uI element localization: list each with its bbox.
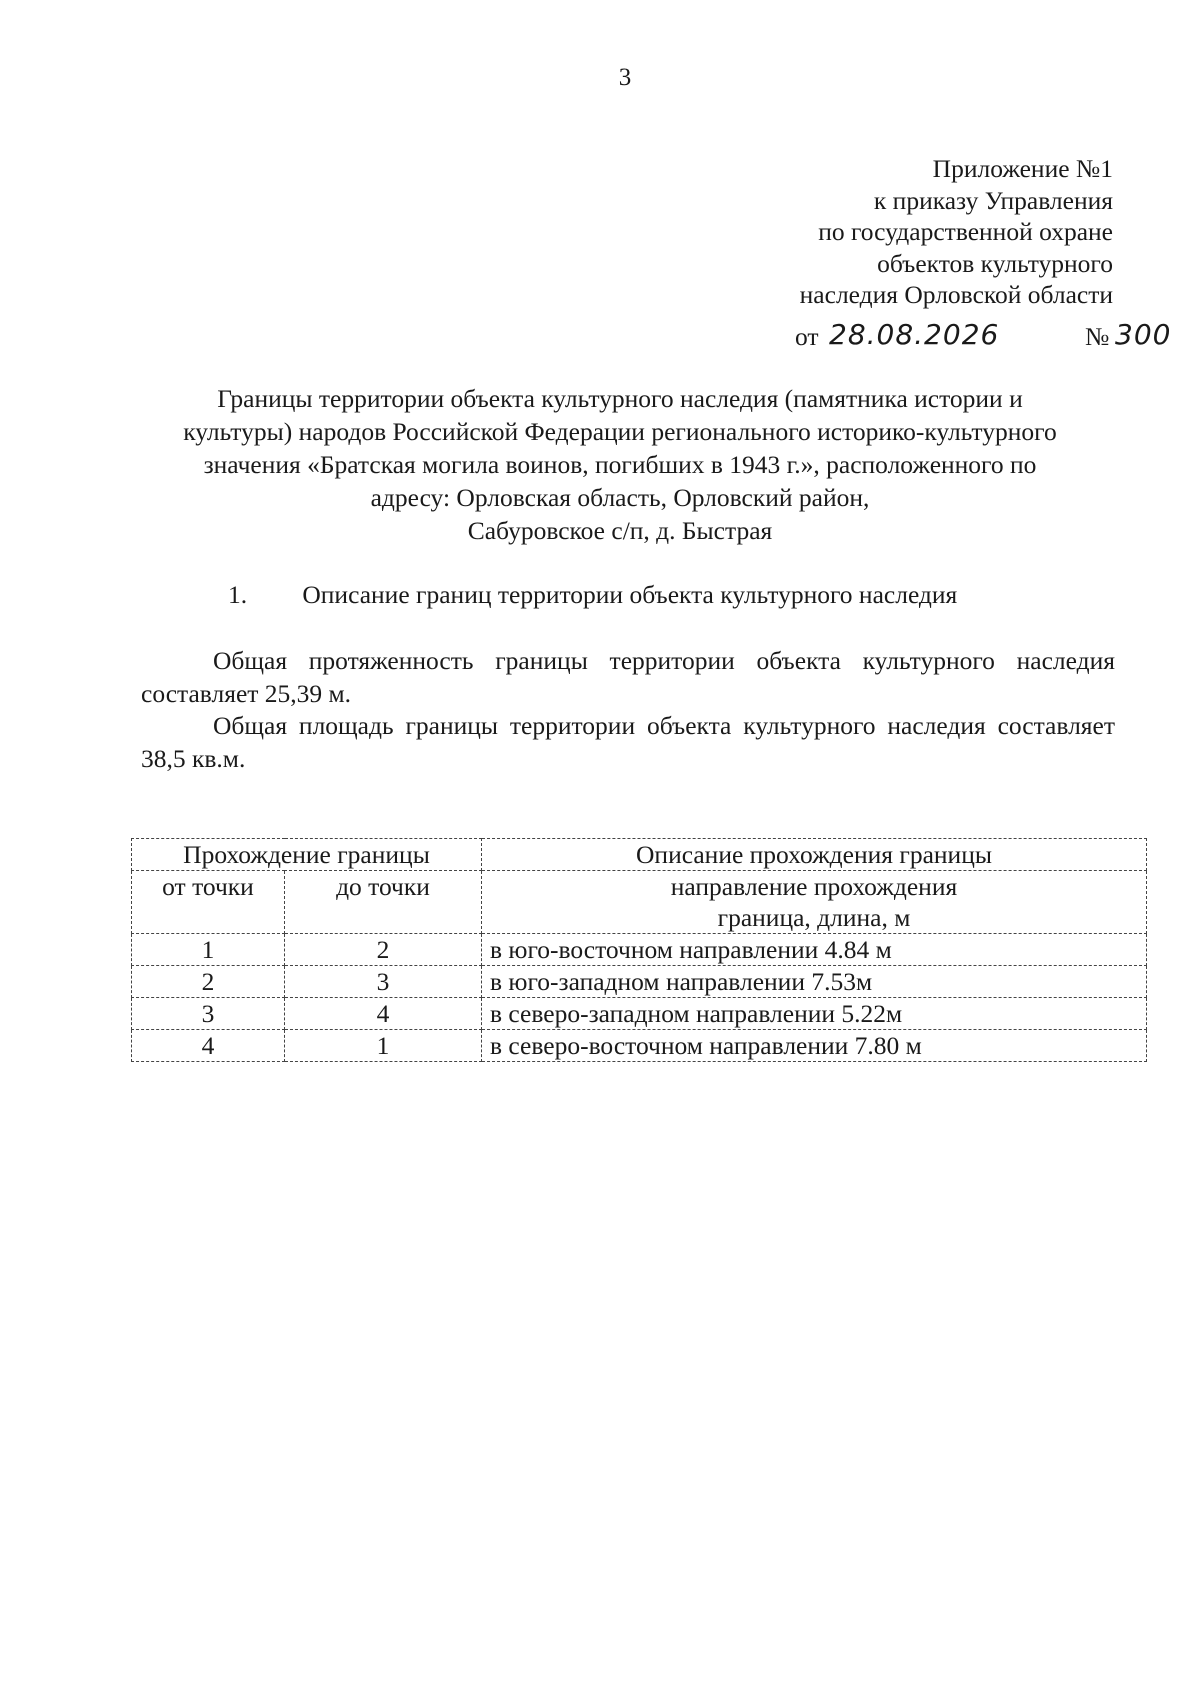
- table-row: [132, 1030, 1147, 1062]
- title-line: значения «Братская могила воинов, погибших в 1943 г.», расположенного по: [203, 450, 1037, 479]
- title-line: культуры) народов Российской Федерации регионального историко-культурного: [183, 417, 1057, 446]
- cell-to: 3: [285, 966, 482, 998]
- order-date-handwritten: 28.08.2026: [829, 318, 1000, 351]
- document-title: [120, 382, 1120, 547]
- table-subheader-row: [132, 871, 1147, 934]
- order-number-handwritten: 300: [1115, 318, 1172, 351]
- cell-description: в юго-восточном направлении 4.84 м: [482, 934, 1147, 966]
- cell-to: 1: [285, 1030, 482, 1062]
- section-number: 1.: [228, 580, 248, 609]
- order-date-line: [795, 318, 1170, 356]
- header-direction-length: направление прохождения граница, длина, м: [482, 871, 1147, 934]
- cell-from: 3: [132, 998, 285, 1030]
- cell-to: 2: [285, 934, 482, 966]
- boundary-table: [131, 838, 1147, 1062]
- cell-from: 2: [132, 966, 285, 998]
- appendix-line: наследия Орловской области: [799, 280, 1113, 309]
- number-label: №: [1085, 322, 1110, 351]
- table-row: [132, 934, 1147, 966]
- appendix-block: [800, 153, 1113, 311]
- cell-description: в северо-западном направлении 5.22м: [482, 998, 1147, 1030]
- appendix-line: Приложение №1: [932, 154, 1113, 183]
- title-line: адресу: Орловская область, Орловский район,: [370, 483, 870, 512]
- table-row: [132, 998, 1147, 1030]
- header-boundary-description: Описание прохождения границы: [482, 839, 1147, 871]
- cell-to: 4: [285, 998, 482, 1030]
- cell-from: 1: [132, 934, 285, 966]
- header-boundary-passage: Прохождение границы: [132, 839, 482, 871]
- header-from-point: от точки: [132, 871, 285, 934]
- table-header-row: [132, 839, 1147, 871]
- paragraph-length: Общая протяженность границы территории объекта культурного наследия составляет 25,39 м.: [141, 646, 1115, 708]
- title-line: Сабуровское с/п, д. Быстрая: [467, 516, 773, 545]
- table-row: [132, 966, 1147, 998]
- paragraph-area: Общая площадь границы территории объекта культурного наследия составляет 38,5 кв.м.: [141, 711, 1115, 773]
- cell-from: 4: [132, 1030, 285, 1062]
- appendix-line: по государственной охране: [818, 217, 1113, 246]
- section-heading: [228, 580, 957, 610]
- page-number: 3: [618, 64, 632, 91]
- title-line: Границы территории объекта культурного наследия (памятника истории и: [217, 384, 1023, 413]
- section-title: Описание границ территории объекта культурного наследия: [302, 580, 958, 609]
- date-label: от: [795, 322, 819, 351]
- header-to-point: до точки: [285, 871, 482, 934]
- cell-description: в северо-восточном направлении 7.80 м: [482, 1030, 1147, 1062]
- appendix-line: объектов культурного: [877, 248, 1113, 278]
- cell-description: в юго-западном направлении 7.53м: [482, 966, 1147, 998]
- appendix-line: к приказу Управления: [873, 185, 1113, 215]
